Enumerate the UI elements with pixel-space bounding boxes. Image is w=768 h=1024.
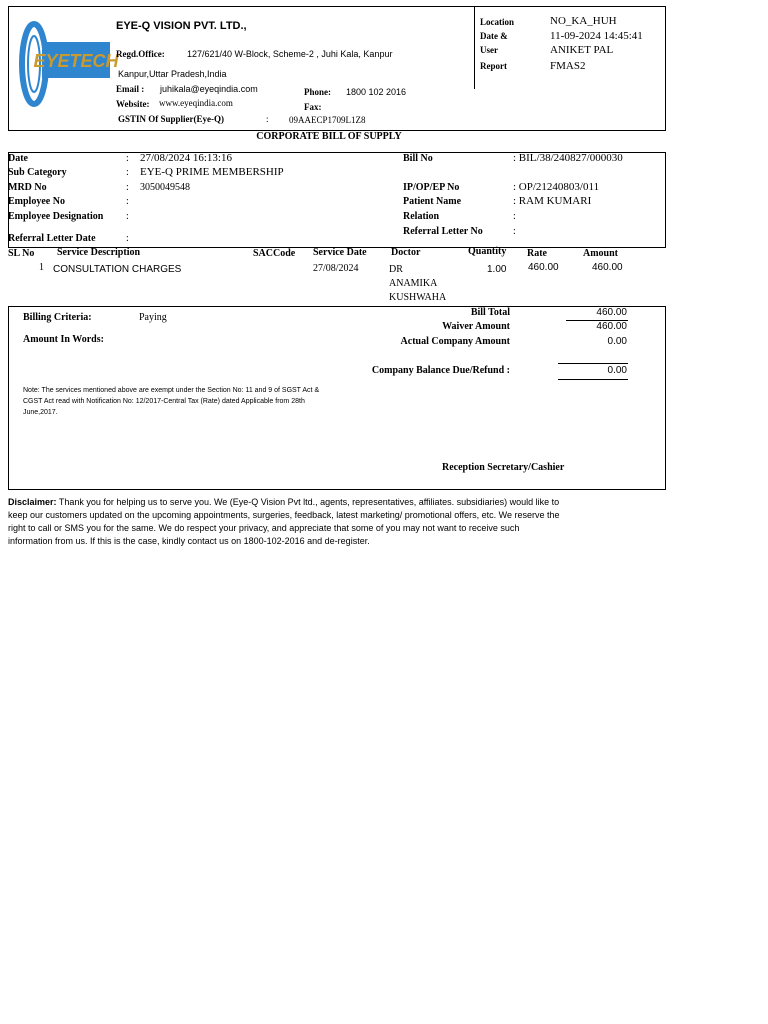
note-line1: Note: The services mentioned above are exempt under the Section No: 11 and 9 of SGST Act &	[23, 387, 320, 394]
svg-text:EYETECH: EYETECH	[33, 51, 119, 71]
relation-label: Relation	[403, 211, 440, 222]
disclaimer-line2: keep our customers updated on the upcoming appointments, surgeries, feedback, latest marketing/ promotional offers, etc. We reserve the	[8, 510, 560, 520]
row-rate: 460.00	[528, 262, 559, 273]
regd-address-line1: 127/621/40 W-Block, Scheme-2 , Juhi Kala, Kanpur	[187, 49, 393, 59]
phone-value: 1800 102 2016	[346, 87, 407, 97]
report-value: FMAS2	[550, 60, 586, 72]
report-label: Report	[480, 61, 507, 71]
row-sl: 1	[39, 262, 44, 273]
bill-total-value: 460.00	[596, 307, 627, 318]
gstin-colon: :	[266, 114, 269, 124]
col-header-service-date: Service Date	[313, 247, 367, 258]
disclaimer-label: Disclaimer:	[8, 497, 57, 507]
document-title: CORPORATE BILL OF SUPPLY	[256, 131, 402, 142]
bill-no-label: Bill No	[403, 153, 433, 164]
billing-criteria-label: Billing Criteria:	[23, 312, 92, 323]
col-header-description: Service Description	[57, 247, 141, 258]
website-label: Website:	[116, 99, 150, 109]
col-header-quantity: Quantity	[468, 246, 507, 257]
disclaimer-line4: information from us. If this is the case, kindly contact us on 1800-102-2016 and de-register.	[8, 536, 370, 546]
bill-total-label: Bill Total	[470, 307, 510, 318]
employee-no-label: Employee No	[8, 196, 65, 207]
email-label: Email :	[116, 84, 145, 94]
col-header-doctor: Doctor	[391, 247, 421, 258]
row-quantity: 1.00	[487, 264, 507, 275]
ip-op-label: IP/OP/EP No	[403, 182, 460, 193]
ip-op-value: : OP/21240803/011	[513, 181, 600, 193]
company-logo	[14, 20, 119, 108]
mrd-value: 3050049548	[140, 182, 190, 193]
referral-date-colon: :	[126, 233, 129, 244]
header-divider	[474, 7, 475, 89]
row-service-date: 27/08/2024	[313, 263, 359, 274]
phone-label: Phone:	[304, 87, 331, 97]
bill-date-colon: :	[126, 153, 129, 164]
mrd-colon: :	[126, 182, 129, 193]
note-line3: June,2017.	[23, 409, 58, 416]
employee-designation-colon: :	[126, 211, 129, 222]
regd-label: Regd.Office:	[116, 49, 165, 59]
actual-company-amount-value: 0.00	[607, 336, 627, 347]
email-value[interactable]: juhikala@eyeqindia.com	[160, 84, 258, 94]
subcat-colon: :	[126, 167, 129, 178]
company-name: EYE-Q VISION PVT. LTD.,	[116, 20, 247, 32]
bill-no-value: : BIL/38/240827/000030	[513, 152, 623, 164]
subcat-label: Sub Category	[8, 167, 67, 178]
amount-in-words-label: Amount In Words:	[23, 334, 104, 345]
col-header-sl: SL No	[8, 248, 35, 259]
date-label: Date &	[480, 31, 508, 41]
row-description: CONSULTATION CHARGES	[53, 264, 182, 275]
row-doctor-line3: KUSHWAHA	[389, 292, 447, 303]
bill-date-label: Date	[8, 153, 28, 164]
actual-company-amount-label: Actual Company Amount	[400, 336, 510, 347]
waiver-amount-value: 460.00	[596, 321, 627, 332]
gstin-label: GSTIN Of Supplier(Eye-Q)	[118, 114, 225, 124]
user-label: User	[480, 45, 498, 55]
note-line2: CGST Act read with Notification No: 12/2017-Central Tax (Rate) dated Applicable from 28th	[23, 398, 305, 405]
bill-date-value: 27/08/2024 16:13:16	[140, 152, 232, 164]
signature-label: Reception Secretary/Cashier	[442, 462, 565, 473]
location-label: Location	[480, 17, 515, 27]
user-value: ANIKET PAL	[550, 44, 614, 56]
subcat-value: EYE-Q PRIME MEMBERSHIP	[140, 166, 284, 178]
referral-no-colon: :	[513, 226, 516, 237]
patient-name-value: : RAM KUMARI	[513, 195, 592, 207]
mrd-label: MRD No	[8, 182, 47, 193]
referral-no-label: Referral Letter No	[403, 226, 483, 237]
date-value: 11-09-2024 14:45:41	[550, 30, 643, 42]
row-doctor-line2: ANAMIKA	[389, 278, 438, 289]
billing-criteria-value: Paying	[139, 312, 167, 323]
location-value: NO_KA_HUH	[550, 15, 617, 27]
col-header-saccode: SACCode	[253, 248, 296, 259]
disclaimer-text-1: Thank you for helping us to serve you. We (Eye-Q Vision Pvt ltd., agents, representatives, affiliates. subsidiaries) would like to	[56, 497, 560, 507]
waiver-amount-label: Waiver Amount	[442, 321, 510, 332]
balance-bottom-line	[558, 379, 628, 380]
row-amount: 460.00	[592, 262, 623, 273]
disclaimer-line3: right to call or SMS you for the same. We do respect your privacy, and appreciate that some of you may not want to receive such	[8, 523, 520, 533]
regd-address-line2: Kanpur,Uttar Pradesh,India	[118, 69, 227, 79]
col-header-amount: Amount	[583, 248, 619, 259]
employee-designation-label: Employee Designation	[8, 211, 104, 222]
employee-no-colon: :	[126, 196, 129, 207]
disclaimer-line1	[8, 497, 559, 507]
patient-name-label: Patient Name	[403, 196, 462, 207]
company-balance-label: Company Balance Due/Refund :	[371, 365, 510, 376]
col-header-rate: Rate	[527, 248, 547, 259]
website-value[interactable]: www.eyeqindia.com	[159, 98, 233, 108]
fax-label: Fax:	[304, 102, 322, 112]
row-doctor-line1: DR	[389, 264, 403, 275]
relation-colon: :	[513, 211, 516, 222]
referral-date-label: Referral Letter Date	[8, 233, 96, 244]
gstin-value: 09AAECP1709L1Z8	[289, 115, 366, 125]
company-balance-value: 0.00	[607, 365, 627, 376]
balance-top-line	[558, 363, 628, 364]
